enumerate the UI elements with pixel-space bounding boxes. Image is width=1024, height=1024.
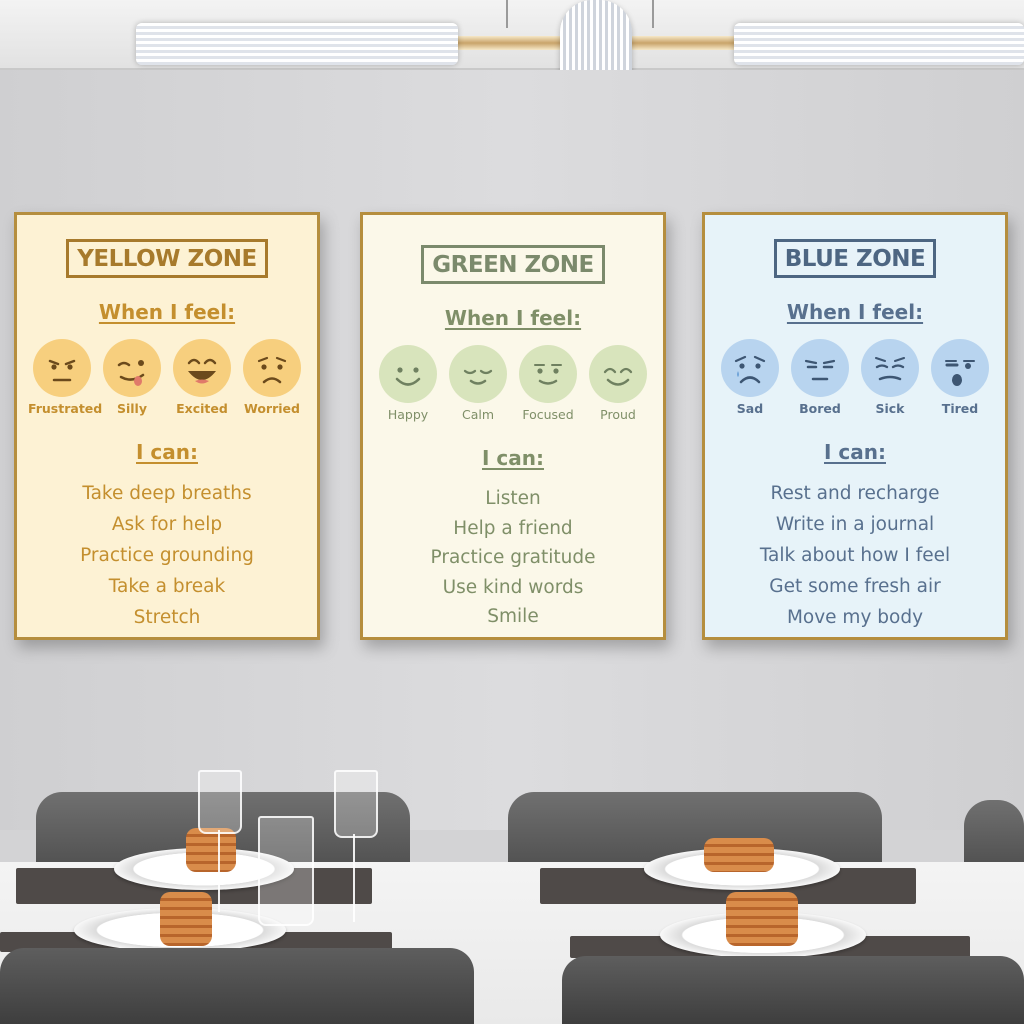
feel-heading: When I feel:: [444, 306, 582, 330]
face-item: [786, 339, 854, 416]
action-item: Get some fresh air: [769, 576, 941, 597]
ceiling-seam: [652, 0, 654, 28]
blue-zone-poster: [702, 212, 1008, 640]
sad-face-icon: [721, 339, 779, 397]
face-item: [716, 339, 784, 416]
action-item: Use kind words: [442, 576, 584, 598]
napkin: [704, 838, 774, 872]
wine-glass: [198, 770, 242, 834]
worried-face-icon: [243, 339, 301, 397]
chair-back-front: [0, 948, 474, 1024]
action-item: Talk about how I feel: [759, 545, 951, 566]
face-item: [238, 339, 306, 416]
proud-face-icon: [589, 345, 647, 403]
chair-back-front: [562, 956, 1024, 1024]
face-label: Proud: [600, 407, 636, 422]
silly-face-icon: [103, 339, 161, 397]
feel-heading: When I feel:: [786, 300, 924, 324]
poster-title: BLUE ZONE: [774, 239, 936, 278]
frustrated-face-icon: [33, 339, 91, 397]
focused-face-icon: [519, 345, 577, 403]
face-label: Happy: [387, 407, 429, 422]
yellow-zone-poster: [14, 212, 320, 640]
face-item: [514, 345, 582, 422]
face-item: [444, 345, 512, 422]
face-label: Excited: [176, 401, 228, 416]
feel-heading: When I feel:: [98, 300, 236, 324]
wine-glass: [334, 770, 378, 838]
face-item: [926, 339, 994, 416]
actions-list: [363, 484, 663, 632]
action-item: Help a friend: [453, 517, 573, 539]
calm-face-icon: [449, 345, 507, 403]
action-item: Smile: [487, 606, 539, 627]
action-item: Rest and recharge: [770, 483, 940, 504]
face-label: Frustrated: [28, 401, 103, 416]
face-item: [374, 345, 442, 422]
face-item: [28, 339, 103, 416]
action-item: Ask for help: [111, 514, 223, 535]
face-label: Bored: [799, 401, 841, 416]
glass-stem: [218, 830, 220, 912]
happy-face-icon: [379, 345, 437, 403]
action-item: Practice grounding: [80, 545, 254, 566]
face-label: Sad: [736, 401, 764, 416]
face-label: Sick: [875, 401, 905, 416]
face-label: Silly: [116, 401, 147, 416]
face-label: Tired: [941, 401, 979, 416]
ceiling-seam: [506, 0, 508, 28]
can-heading: I can:: [482, 446, 544, 470]
ceiling-lamp-left: [136, 23, 458, 65]
face-item: [168, 339, 236, 416]
faces-row: [705, 339, 1005, 416]
poster-title: GREEN ZONE: [421, 245, 604, 284]
tired-face-icon: [931, 339, 989, 397]
action-item: Take deep breaths: [82, 483, 252, 504]
face-label: Worried: [244, 401, 300, 416]
face-item: [856, 339, 924, 416]
action-item: Stretch: [133, 607, 201, 628]
napkin: [160, 892, 212, 946]
bored-face-icon: [791, 339, 849, 397]
glass-stem: [353, 834, 355, 922]
action-item: Write in a journal: [775, 514, 935, 535]
napkin: [726, 892, 798, 946]
face-label: Focused: [522, 407, 574, 422]
actions-list: [17, 478, 317, 633]
action-item: Take a break: [108, 576, 226, 597]
napkin: [186, 828, 236, 872]
face-item: [584, 345, 652, 422]
action-item: Listen: [485, 488, 541, 509]
faces-row: [17, 339, 317, 416]
can-heading: I can:: [824, 440, 886, 464]
action-item: Practice gratitude: [430, 547, 596, 568]
excited-face-icon: [173, 339, 231, 397]
face-label: Calm: [461, 407, 495, 422]
can-heading: I can:: [136, 440, 198, 464]
sick-face-icon: [861, 339, 919, 397]
poster-title: YELLOW ZONE: [66, 239, 267, 278]
action-item: Move my body: [786, 607, 924, 628]
faces-row: [363, 345, 663, 422]
ceiling-lamp-right: [734, 23, 1024, 65]
actions-list: [705, 478, 1005, 633]
face-item: [98, 339, 166, 416]
green-zone-poster: [360, 212, 666, 640]
water-glass: [258, 816, 314, 926]
chair-back: [964, 800, 1024, 870]
